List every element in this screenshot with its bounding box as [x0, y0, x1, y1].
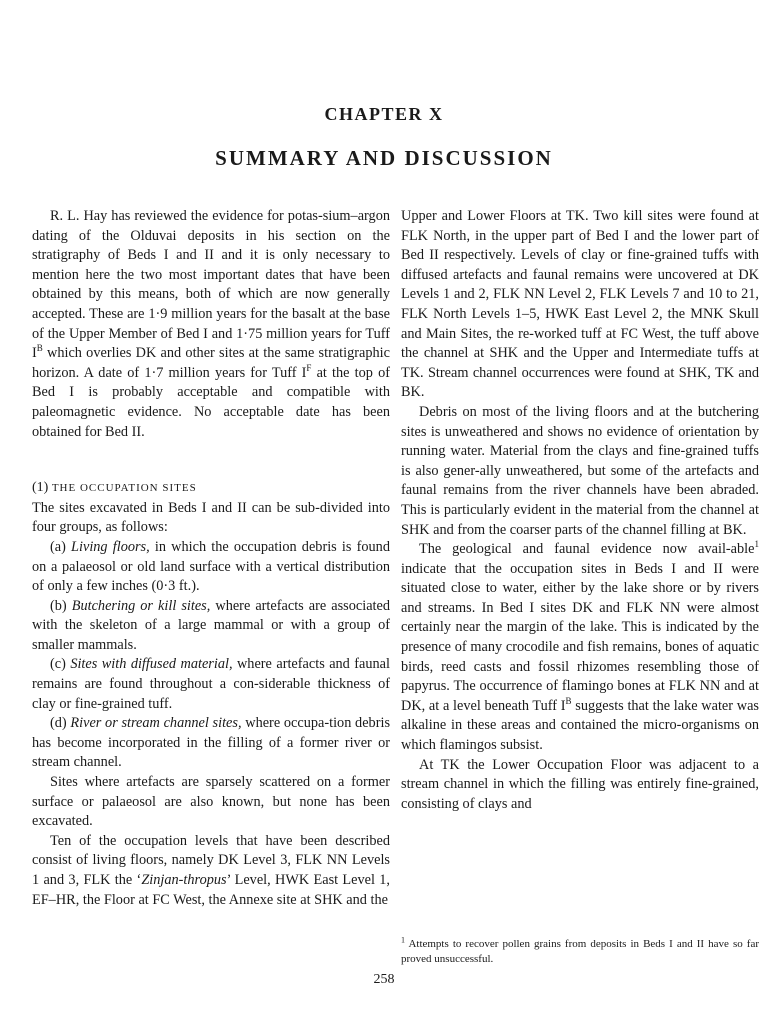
tk-paragraph: At TK the Lower Occupation Floor was adjacent to a stream channel in which the filling was entirely fine-grained, consisting of clays and	[401, 756, 759, 812]
tuff-superscript: B	[36, 343, 43, 354]
footnote	[401, 937, 759, 966]
item-label: (a)	[50, 538, 66, 555]
item-term: Living floors,	[71, 538, 150, 555]
occupation-levels-paragraph	[32, 832, 390, 910]
item-label: (b)	[50, 597, 67, 614]
item-text: where artefacts are associated with the skeleton of a large mammal or with a group of smaller mammals.	[32, 597, 391, 653]
item-text: in which the occupation debris is found on a palaeosol or old land surface with a vertical distribution of only a few inches (0·3 ft.).	[32, 538, 390, 595]
left-column	[32, 207, 390, 910]
item-text: where artefacts and faunal remains are found throughout a con-siderable thickness of clay or fine-grained tuff.	[32, 656, 390, 712]
paragraph-text: ’ Level, HWK East Level 1, EF–HR, the Floor at FC West, the Annexe site at SHK and the	[32, 872, 391, 908]
section-number: (1)	[32, 480, 49, 496]
list-item-kill-sites	[32, 597, 390, 656]
tuff-superscript: B	[565, 696, 572, 707]
chapter-title: SUMMARY AND DISCUSSION	[215, 146, 553, 170]
section-heading	[32, 478, 390, 499]
paragraph-text: The geological and faunal evidence now avail-able	[419, 541, 755, 558]
paragraph-text: suggests that the lake water was alkaline in these areas and contained the micro-organisms on which flamingos subsist.	[401, 697, 759, 754]
section-intro: The sites excavated in Beds I and II can be sub-divided into four groups, as follows:	[32, 499, 390, 536]
page-number: 258	[373, 972, 395, 987]
footnote-text: Attempts to recover pollen grains from deposits in Beds I and II have so far proved unsuccessful.	[401, 938, 759, 965]
footnote-marker: 1	[401, 935, 405, 945]
item-term: River or stream channel sites,	[70, 715, 242, 732]
paragraph-text: indicate that the occupation sites in Beds I and II were situated close to water, either by the lake shore or by rivers and streams. In Bed I sites DK and FLK NN were almost certainly near the margin of the lake. This is indicated by the presence of many crocodile and fish remains, bones of aquatic birds, reed casts and fossil rhizomes resembling those of papyrus. The occurrence of flamingo bones at FLK NN and at DK, at a level beneath Tuff I	[401, 560, 759, 714]
item-label: (d)	[50, 715, 67, 732]
right-column	[401, 207, 759, 814]
paragraph-text: Ten of the occupation levels that have been described consist of living floors, namely DK Level 3, FLK NN Levels 1 and 3, FLK the ‘	[32, 832, 390, 888]
list-item-channel-sites	[32, 714, 390, 773]
list-item-diffused-material	[32, 655, 390, 714]
continuation-paragraph: Upper and Lower Floors at TK. Two kill sites were found at FLK North, in the upper part of Bed I and the lower part of Bed II respectively. Levels of clay or fine-grained tuffs with diffused artefacts and faunal remains were uncovered at DK Levels 1 and 2, FLK NN Level 2, FLK Levels 7 and 10 to 21, FLK North Levels 1–5, HWK East Level 2, the MNK Skull and Main Sites, the re-worked tuff at FC West, the tuff above the channel at SHK and the Upper and Intermediate tuffs at TK. Stream channel occurrences were found at SHK, TK and BK.	[401, 208, 759, 401]
paragraph-italic: Zinjan-thropus	[141, 872, 227, 888]
geological-paragraph	[401, 540, 759, 756]
item-text: where occupa-tion debris has become incorporated in the filling of a former river or stream channel.	[32, 715, 391, 771]
item-label: (c)	[50, 656, 66, 673]
chapter-label: CHAPTER X	[324, 104, 444, 124]
item-term: Sites with diffused material,	[70, 656, 233, 673]
debris-paragraph: Debris on most of the living floors and at the butchering sites is unweathered and shows no evidence of orientation by running water. Material from the clays and fine-grained tuffs is also gener-ally unweathered, but some of the artefacts and faunal remains from the river channels have been abraded. This is particularly evident in the material from the channel at SHK and from the coarser parts of the channel filling at BK.	[401, 403, 759, 538]
intro-paragraph: R. L. Hay has reviewed the evidence for potas-sium–argon dating of the Olduvai deposits in his section on the stratigraphy of Beds I and II and it is only necessary to mention here the two most important dates that have been obtained by this means, both of which are now generally accepted. These are 1·9 million years for the basalt at the base of the Upper Member of Bed I and 1·75 million years for Tuff $I^B$ which overlies DK and other sites at the same stratigraphic horizon. A date of 1·7 million years for Tuff $I^F$ at the top of Bed I is probably acceptable and compatible with paleomagnetic evidence. No acceptable date has been obtained for Bed II.	[32, 208, 390, 440]
item-term: Butchering or kill sites,	[71, 597, 211, 614]
footnote-reference[interactable]: 1	[754, 539, 759, 550]
scattered-paragraph: Sites where artefacts are sparsely scattered on a former surface or palaeosol are also known, but none has been excavated.	[32, 774, 390, 830]
tuff-superscript: F	[306, 362, 312, 373]
list-item-living-floors	[32, 538, 390, 597]
section-title: THE OCCUPATION SITES	[51, 482, 197, 495]
